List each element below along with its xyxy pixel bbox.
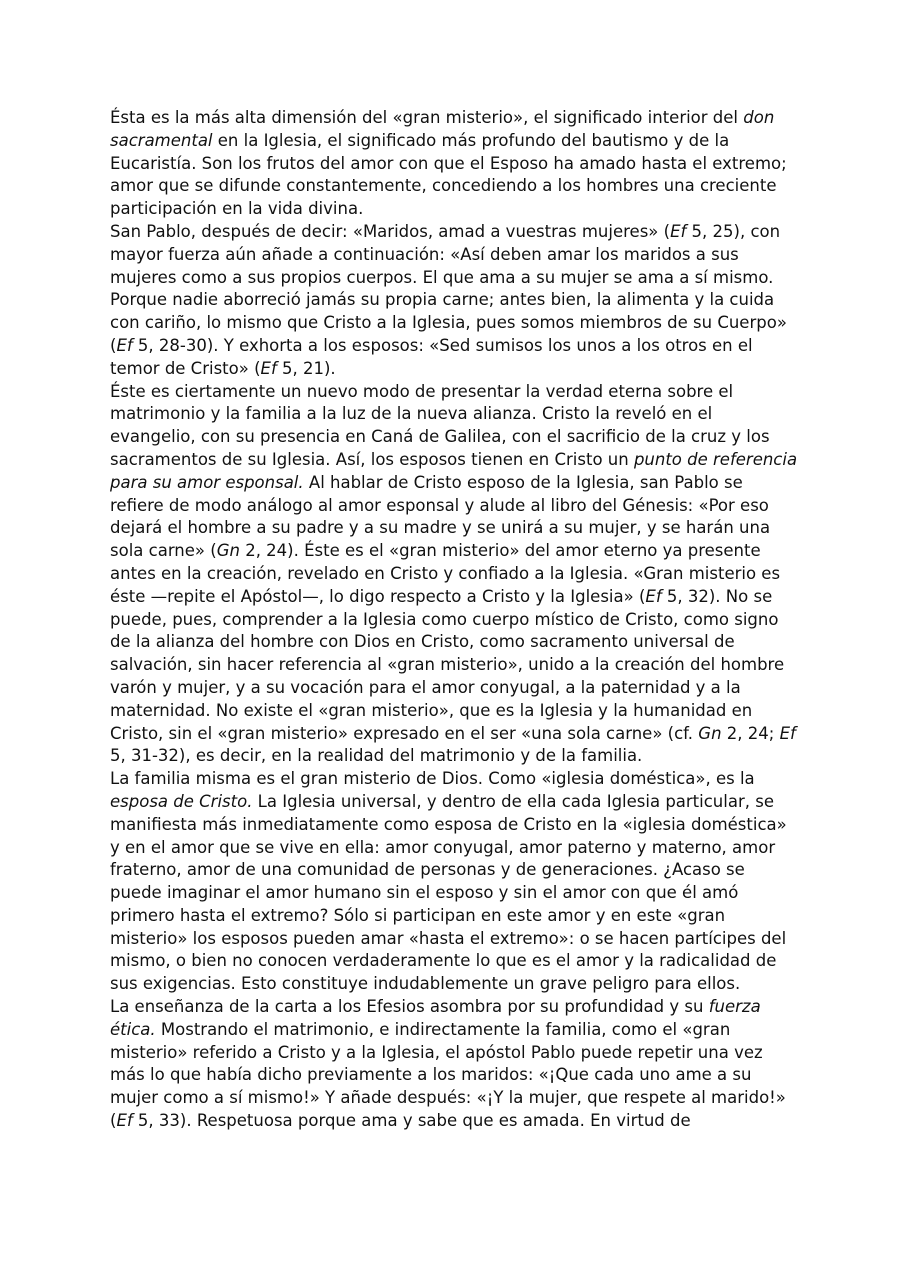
paragraph-4	[110, 768, 800, 996]
text-run: 5, 33). Respetuosa porque ama y sabe que es amada. En virtud de	[132, 1111, 691, 1131]
italic-run: Gn	[698, 723, 722, 743]
text-run: 5, 28-30). Y exhorta a los esposos: «Sed sumisos los unos a los otros en el temor de Cristo» (	[110, 335, 753, 378]
italic-run: esposa de Cristo.	[110, 791, 253, 811]
italic-run: Ef	[116, 335, 133, 355]
italic-run: Ef	[260, 358, 277, 378]
text-run: Al hablar de Cristo esposo de la Iglesia, san Pablo se refiere de modo análogo al amor esponsal y alude al libro del Génesis: «Por eso dejará el hombre a su padre y a su madre y se unirá a su mujer, y se harán una sola carne» (	[110, 472, 771, 561]
italic-run: Ef	[645, 586, 662, 606]
text-run: San Pablo, después de decir: «Maridos, amad a vuestras mujeres» (	[110, 221, 671, 241]
text-run: 5, 31-32), es decir, en la realidad del matrimonio y de la familia.	[110, 746, 643, 766]
paragraph-1	[110, 107, 800, 221]
text-run: 5, 32). No se puede, pues, comprender a la Iglesia como cuerpo místico de Cristo, como signo de la alianza del hombre con Dios en Cristo, como sacramento universal de salvación, sin hacer referencia al «gran misterio», unido a la creación del hombre varón y mujer, y a su vocación para el amor conyugal, a la paternidad y a la maternidad. No existe el «gran misterio», que es la Iglesia y la humanidad en Cristo, sin el «gran misterio» expresado en el ser «una sola carne» (cf.	[110, 586, 785, 743]
paragraph-3	[110, 381, 800, 769]
text-run: Éste es ciertamente un nuevo modo de presentar la verdad eterna sobre el matrimonio y la familia a la luz de la nueva alianza. Cristo la reveló en el evangelio, con su presencia en Caná de Galilea, con el sacrificio de la cruz y los sacramentos de su Iglesia. Así, los esposos tienen en Cristo un	[110, 381, 770, 469]
paragraph-2	[110, 221, 800, 381]
text-run: 5, 25), con mayor fuerza aún añade a continuación: «Así deben amar los maridos a sus mujeres como a sus propios cuerpos. El que ama a su mujer se ama a sí mismo. Porque nadie aborreció jamás su propia carne; antes bien, la alimenta y la cuida con cariño, lo mismo que Cristo a la Iglesia, pues somos miembros de su Cuerpo» (	[110, 221, 787, 355]
italic-run: Ef	[670, 221, 687, 241]
text-run: Ésta es la más alta dimensión del «gran misterio», el significado interior del	[110, 108, 744, 127]
italic-run: Ef	[779, 723, 796, 743]
text-run: 5, 21).	[276, 358, 336, 378]
paragraph-5	[110, 996, 800, 1133]
text-run: 2, 24;	[721, 723, 780, 743]
body-text	[110, 107, 800, 1133]
text-run: La enseñanza de la carta a los Efesios asombra por su profundidad y su	[110, 997, 709, 1017]
italic-run: don sacramental	[110, 108, 775, 150]
text-run: en la Iglesia, el significado más profundo del bautismo y de la Eucaristía. Son los frutos del amor con que el Esposo ha amado hasta el extremo; amor que se difunde constantemente, concediendo a los hombres una creciente participación en la vida divina.	[110, 130, 787, 219]
italic-run: fuerza ética.	[110, 997, 761, 1039]
text-run: Mostrando el matrimonio, e indirectamente la familia, como el «gran misterio» referido a Cristo y a la Iglesia, el apóstol Pablo puede repetir una vez más lo que había dicho previamente a los maridos: «¡Que cada uno ame a su mujer como a sí mismo!» Y añade después: «¡Y la mujer, que respete al marido!» (	[110, 1019, 786, 1131]
italic-run: Gn	[216, 541, 240, 561]
italic-run: punto de referencia para su amor esponsal.	[110, 449, 798, 492]
text-run: La familia misma es el gran misterio de Dios. Como «iglesia doméstica», es la	[110, 769, 755, 789]
text-run: 2, 24). Éste es el «gran misterio» del amor eterno ya presente antes en la creación, revelado en Cristo y confiado a la Iglesia. «Gran misterio es éste —repite el Apóstol—, lo digo respecto a Cristo y la Iglesia» (	[110, 541, 781, 606]
italic-run: Ef	[116, 1111, 133, 1131]
text-run: La Iglesia universal, y dentro de ella cada Iglesia particular, se manifiesta más inmediatamente como esposa de Cristo en la «iglesia doméstica» y en el amor que se vive en ella: amor conyugal, amor paterno y materno, amor fraterno, amor de una comunidad de personas y de generaciones. ¿Acaso se puede imaginar el amor humano sin el esposo y sin el amor con que él amó primero hasta el extremo? Sólo si participan en este amor y en este «gran misterio» los esposos pueden amar «hasta el extremo»: o se hacen partícipes del mismo, o bien no conocen verdaderamente lo que es el amor y la radicalidad de sus exigencias. Esto constituye indudablemente un grave peligro para ellos.	[110, 791, 787, 994]
